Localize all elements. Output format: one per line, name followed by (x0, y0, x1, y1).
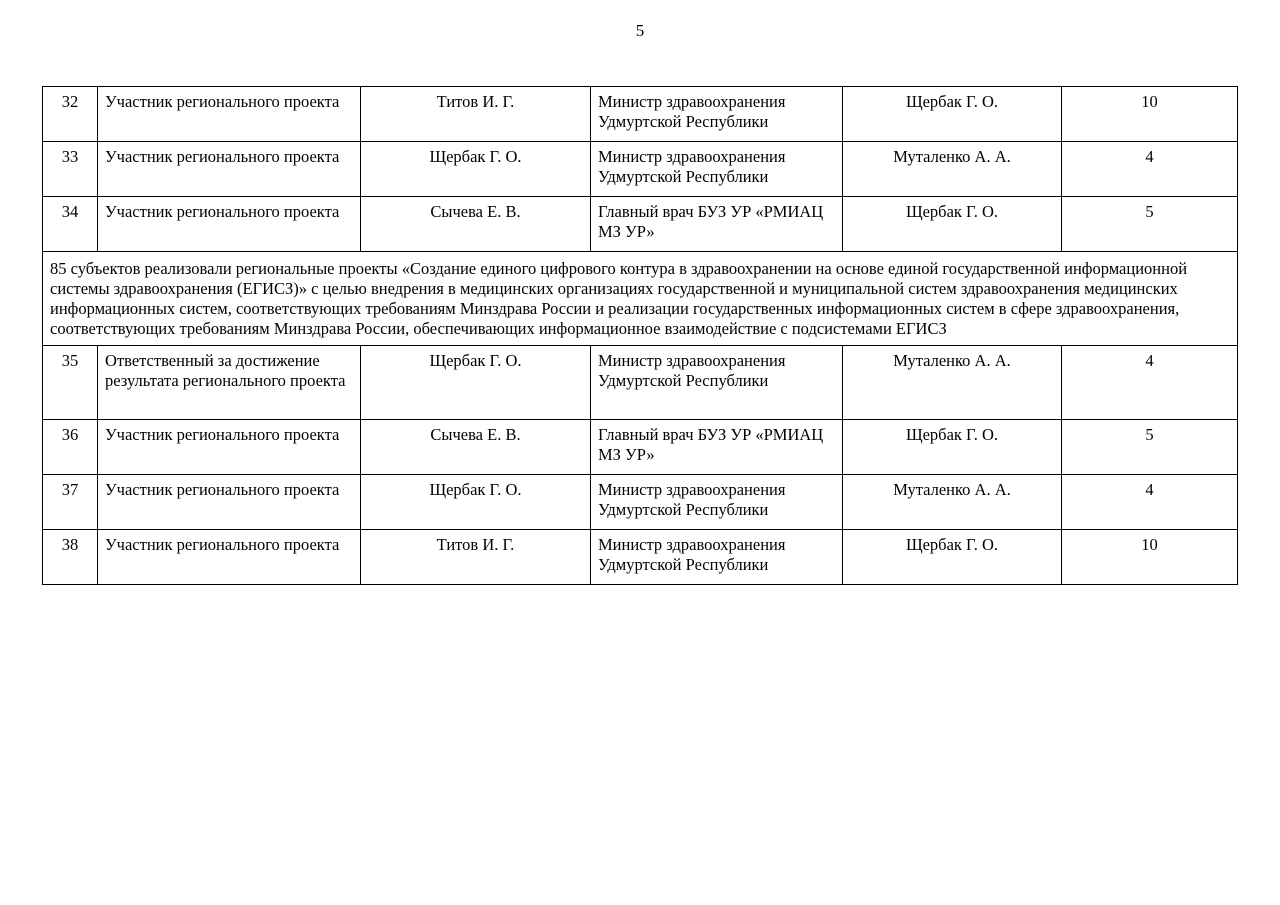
table-row (43, 420, 1238, 475)
row-number: 36 (43, 420, 98, 475)
page-number: 5 (635, 21, 645, 40)
position-cell: Главный врач БУЗ УР «РМИАЦ МЗ УР» (591, 197, 843, 252)
row-number: 34 (43, 197, 98, 252)
supervisor-cell: Муталенко А. А. (843, 142, 1062, 197)
section-row (43, 252, 1238, 346)
row-number: 38 (43, 530, 98, 585)
table-row (43, 142, 1238, 197)
role-cell: Участник регионального проекта (98, 197, 361, 252)
table-row (43, 197, 1238, 252)
load-cell: 4 (1062, 346, 1238, 420)
role-cell: Участник регионального проекта (98, 475, 361, 530)
role-cell: Участник регионального проекта (98, 87, 361, 142)
supervisor-cell: Щербак Г. О. (843, 87, 1062, 142)
person-cell: Титов И. Г. (361, 530, 591, 585)
supervisor-cell: Щербак Г. О. (843, 420, 1062, 475)
row-number: 35 (43, 346, 98, 420)
supervisor-cell: Щербак Г. О. (843, 530, 1062, 585)
person-cell: Щербак Г. О. (361, 142, 591, 197)
table-row (43, 87, 1238, 142)
supervisor-cell: Муталенко А. А. (843, 346, 1062, 420)
role-cell: Участник регионального проекта (98, 142, 361, 197)
position-cell: Министр здравоохранения Удмуртской Республики (591, 142, 843, 197)
supervisor-cell: Муталенко А. А. (843, 475, 1062, 530)
participants-table (42, 86, 1238, 585)
table-row (43, 475, 1238, 530)
load-cell: 10 (1062, 87, 1238, 142)
person-cell: Титов И. Г. (361, 87, 591, 142)
position-cell: Министр здравоохранения Удмуртской Республики (591, 530, 843, 585)
role-cell: Ответственный за достижение результата регионального проекта (98, 346, 361, 420)
table-row (43, 530, 1238, 585)
row-number: 32 (43, 87, 98, 142)
load-cell: 10 (1062, 530, 1238, 585)
person-cell: Щербак Г. О. (361, 346, 591, 420)
position-cell: Министр здравоохранения Удмуртской Республики (591, 346, 843, 420)
table-row (43, 346, 1238, 420)
role-cell: Участник регионального проекта (98, 420, 361, 475)
load-cell: 5 (1062, 420, 1238, 475)
person-cell: Щербак Г. О. (361, 475, 591, 530)
role-cell: Участник регионального проекта (98, 530, 361, 585)
position-cell: Министр здравоохранения Удмуртской Республики (591, 87, 843, 142)
load-cell: 5 (1062, 197, 1238, 252)
row-number: 37 (43, 475, 98, 530)
section-text: 85 субъектов реализовали региональные проекты «Создание единого цифрового контура в здравоохранении на основе единой государственной информационной системы здравоохранения (ЕГИСЗ)» с целью внедрения в медицинских организациях государственной и муниципальной систем здравоохранения медицинских информационных систем, соответствующих требованиям Минздрава России и реализации государственных информационных систем в сфере здравоохранения, соответствующих требованиям Минздрава России, обеспечивающих информационное взаимодействие с подсистемами ЕГИСЗ (43, 252, 1238, 346)
load-cell: 4 (1062, 475, 1238, 530)
position-cell: Главный врач БУЗ УР «РМИАЦ МЗ УР» (591, 420, 843, 475)
load-cell: 4 (1062, 142, 1238, 197)
row-number: 33 (43, 142, 98, 197)
supervisor-cell: Щербак Г. О. (843, 197, 1062, 252)
position-cell: Министр здравоохранения Удмуртской Республики (591, 475, 843, 530)
person-cell: Сычева Е. В. (361, 420, 591, 475)
person-cell: Сычева Е. В. (361, 197, 591, 252)
